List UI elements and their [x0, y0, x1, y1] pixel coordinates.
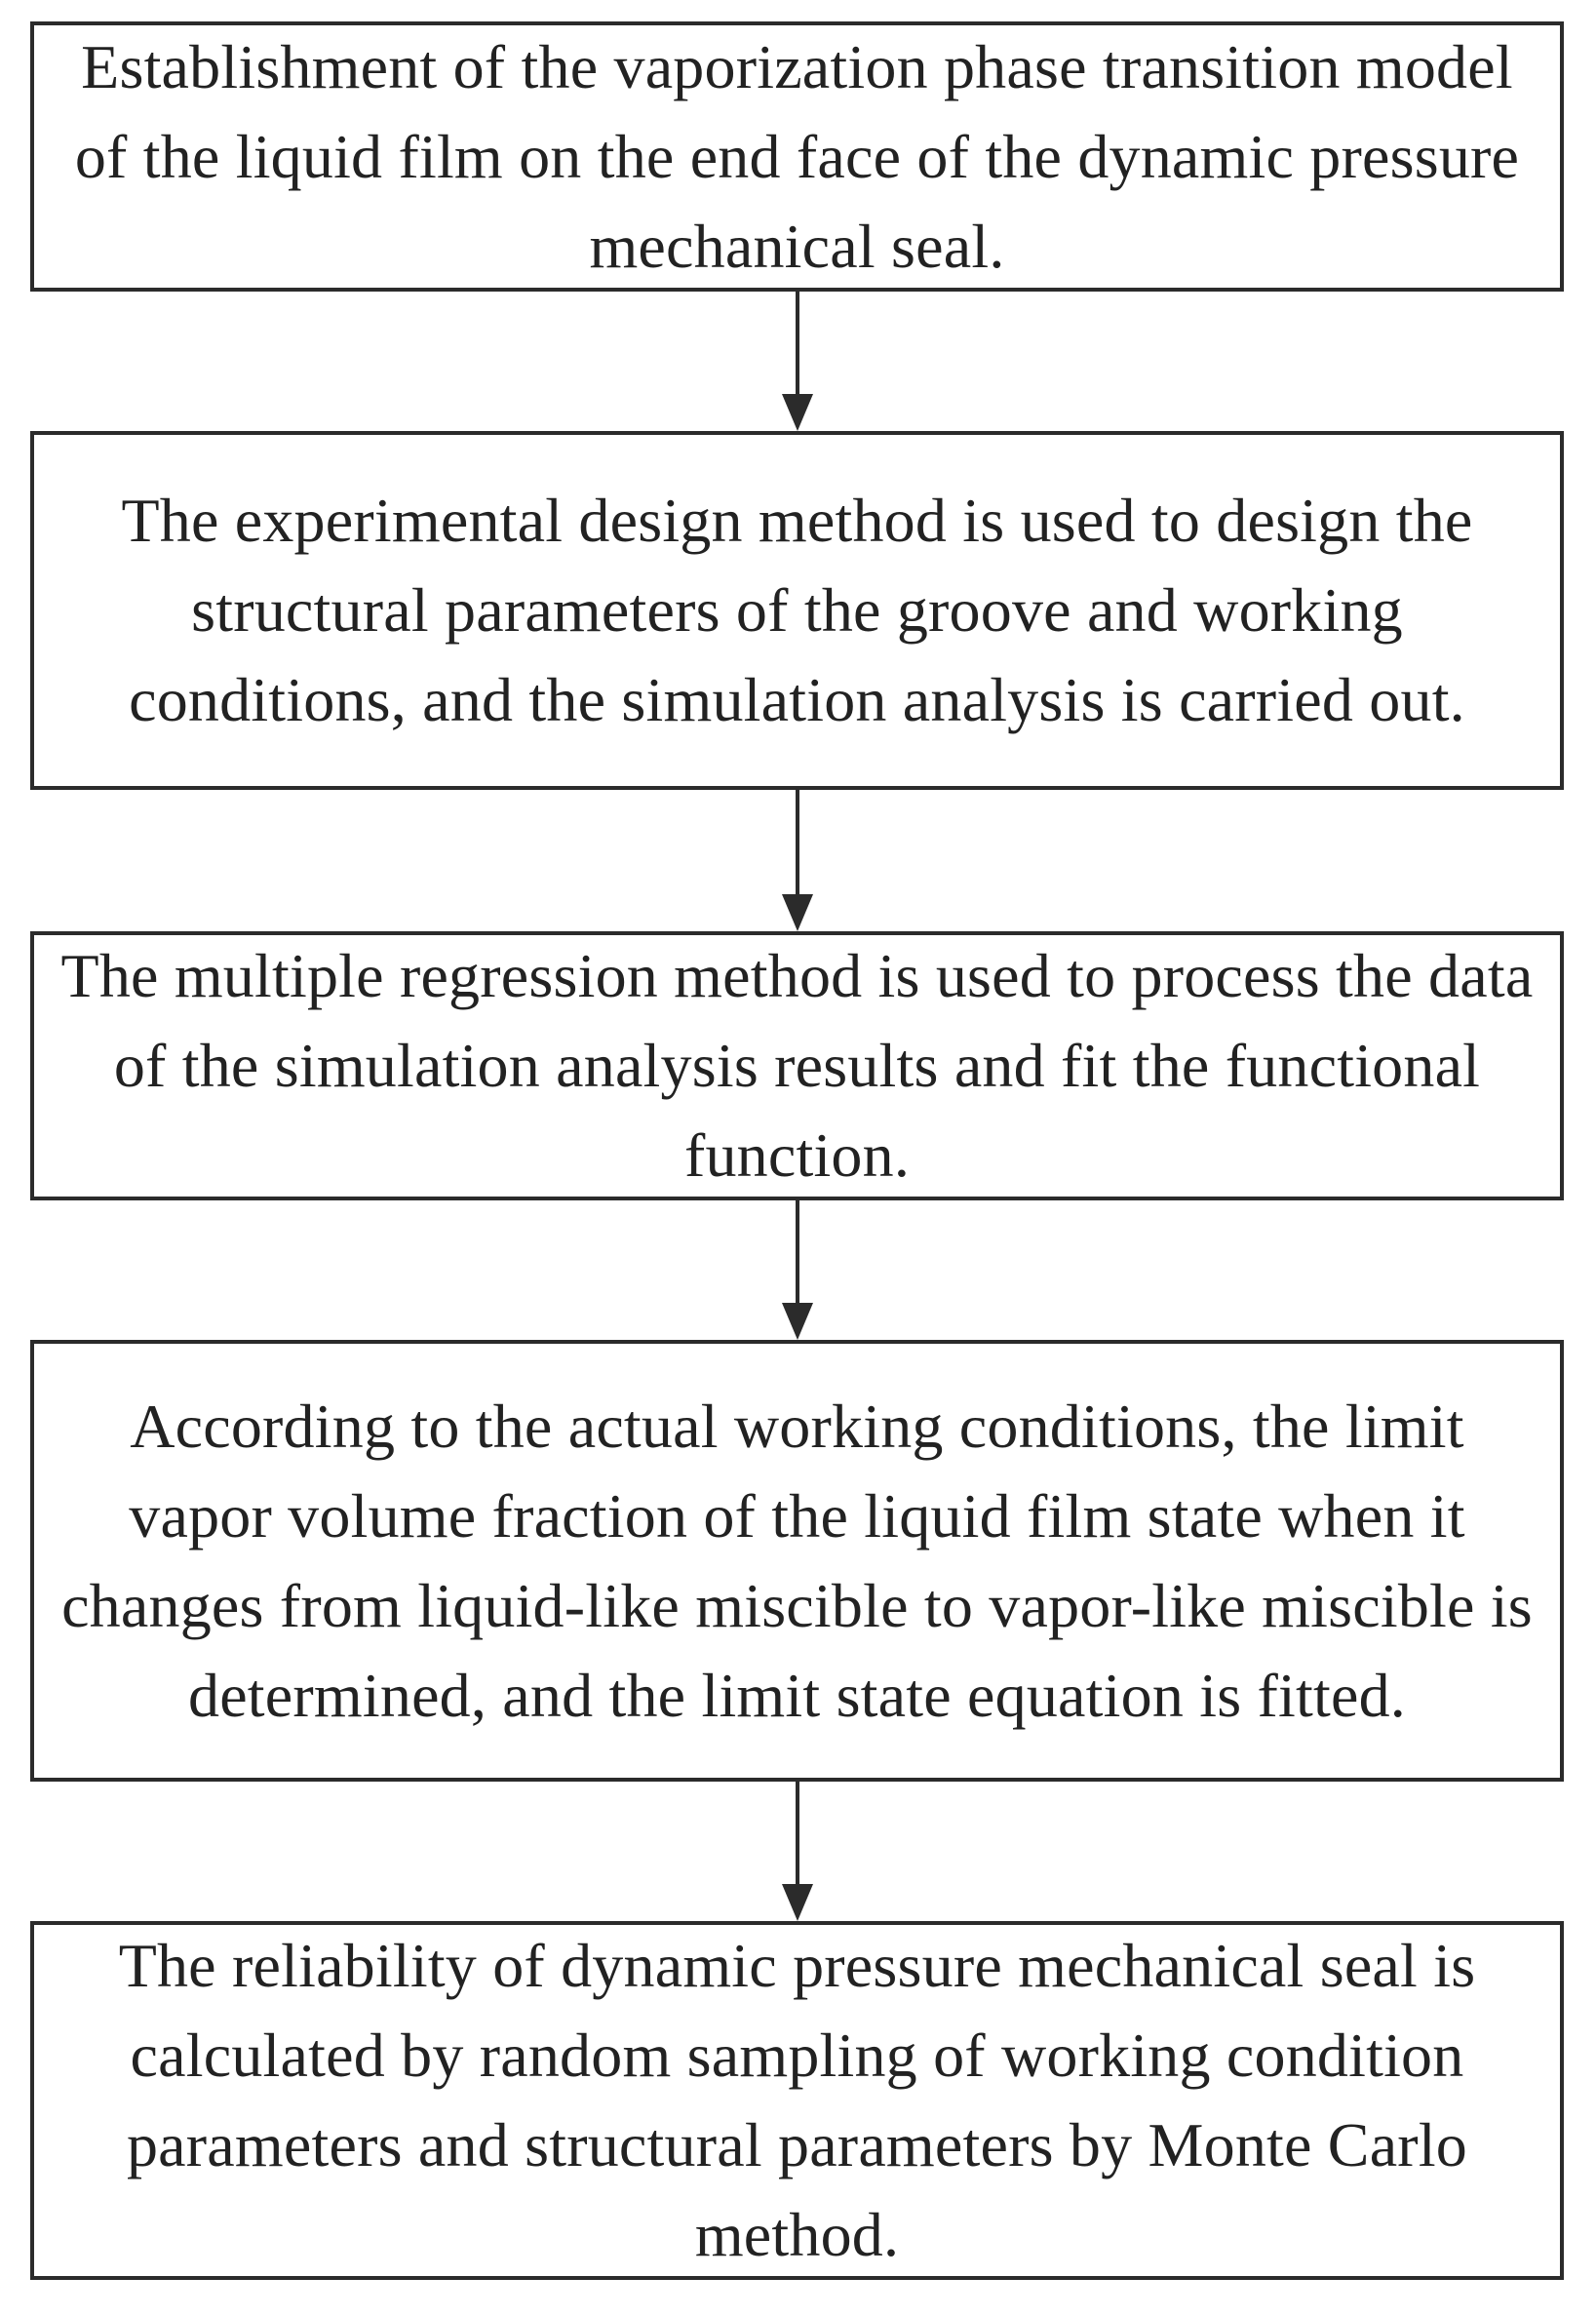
flowchart-arrow-3-4 [782, 1200, 813, 1340]
flowchart-arrow-1-2 [782, 292, 813, 431]
flowchart-step-5-text: The reliability of dynamic pressure mechanical seal is calculated by random sampling of working condition parameters and structural parameters by Monte Carlo method. [118, 1931, 1476, 2269]
flowchart-arrow-4-5 [782, 1782, 813, 1921]
flowchart-step-1-text: Establishment of the vaporization phase transition model of the liquid film on the end face of the dynamic pressure mechanical seal. [74, 31, 1520, 281]
flowchart-arrow-2-3 [782, 790, 813, 931]
flowchart-step-3-text: The multiple regression method is used to process the data of the simulation analysis results and fit the functional function. [60, 941, 1534, 1190]
flowchart-step-4-text: According to the actual working conditions, the limit vapor volume fraction of the liquid film state when it changes from liquid-like miscible to vapor-like miscible is determined, and the limit state equation is fitted. [61, 1391, 1533, 1730]
flowchart-step-2-text: The experimental design method is used to design the structural parameters of the groove and working conditions, and the simulation analysis is carried out. [121, 486, 1473, 734]
